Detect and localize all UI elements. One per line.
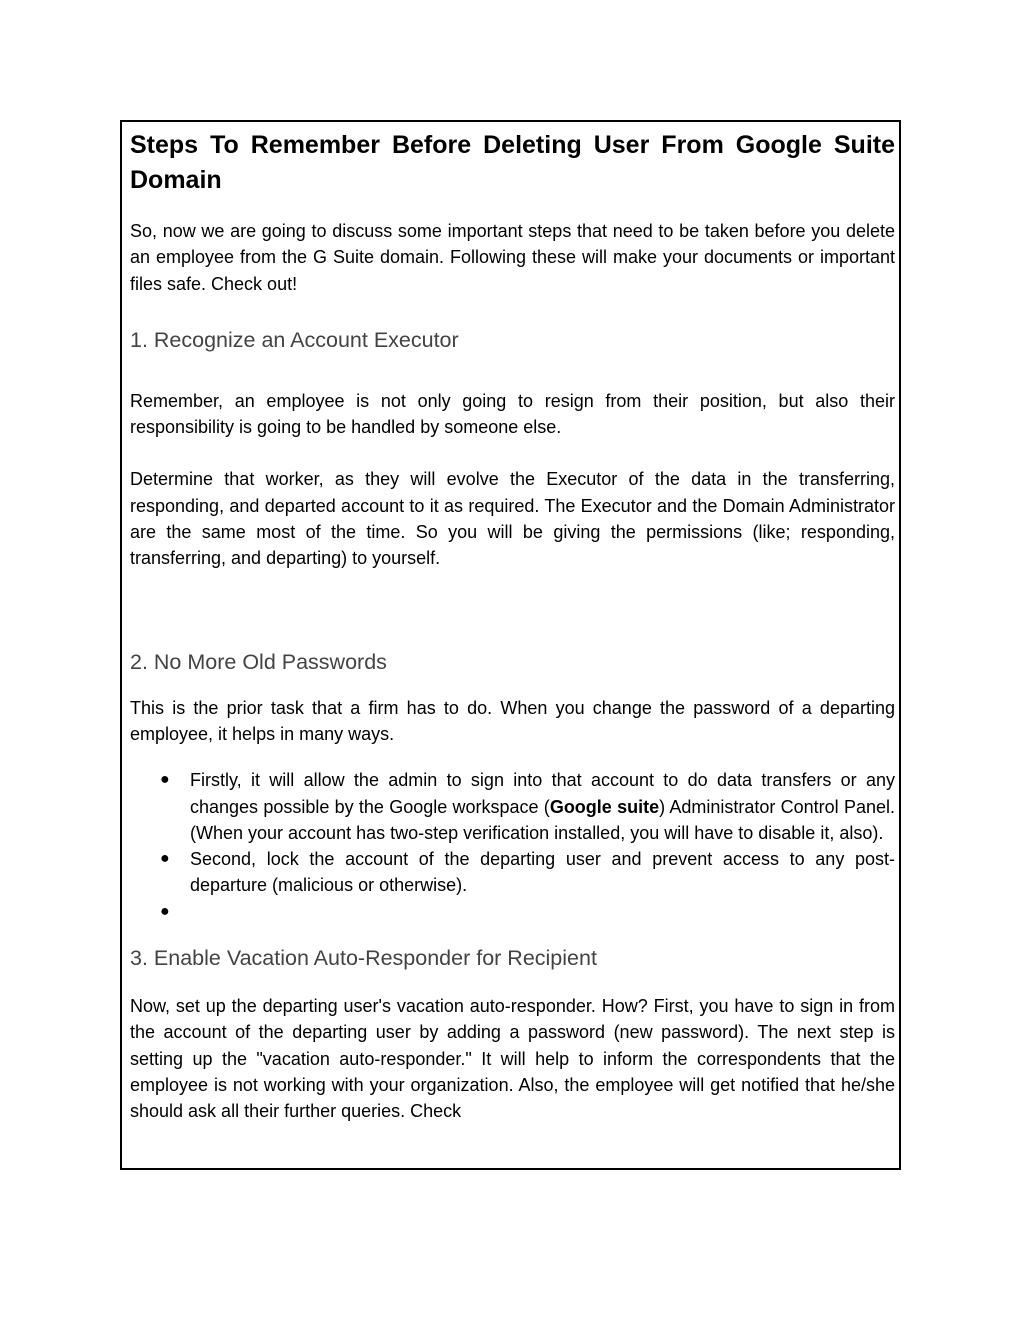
list-item bbox=[130, 767, 895, 846]
section-1-paragraph-2: Determine that worker, as they will evolve the Executor of the data in the transferring, responding, and departed account to it as required. The Executor and the Domain Administrator are the same most of the time. So you will be giving the permissions (like; responding, transferring, and departing) to yourself. bbox=[130, 469, 895, 569]
section-heading-2: 2. No More Old Passwords bbox=[130, 649, 387, 674]
document-page-frame bbox=[120, 120, 901, 1170]
bullet-icon: ● bbox=[160, 902, 170, 920]
bullet-bold-text: Google suite bbox=[549, 796, 660, 817]
bullet-text-before: Firstly, it will allow the admin to sign into that account to do data transfers or any changes possible by the Google workspace ( bbox=[190, 770, 895, 817]
section-2-bullet-list bbox=[130, 767, 895, 925]
bullet-icon: ● bbox=[160, 850, 170, 868]
document-title: Steps To Remember Before Deleting User From Google Suite Domain bbox=[130, 131, 895, 194]
bullet-text-after: ) Administrator Control Panel. (When your account has two-step verification installed, you will have to disable it, also). bbox=[190, 796, 895, 843]
section-1-paragraph-1: Remember, an employee is not only going to resign from their position, but also their responsibility is going to be handled by someone else. bbox=[130, 390, 895, 438]
section-2-paragraph-1: This is the prior task that a firm has to do. When you change the password of a departing employee, it helps in many ways. bbox=[130, 697, 895, 744]
bullet-icon: ● bbox=[160, 771, 170, 789]
list-item bbox=[130, 899, 895, 925]
intro-paragraph: So, now we are going to discuss some important steps that need to be taken before you delete an employee from the G Suite domain. Following these will make your documents or important files safe. Check out! bbox=[130, 221, 895, 294]
bullet-text: Second, lock the account of the departing user and prevent access to any post-departure (malicious or otherwise). bbox=[190, 849, 895, 896]
section-heading-1: 1. Recognize an Account Executor bbox=[130, 327, 459, 352]
document-content bbox=[130, 128, 895, 1125]
section-3-paragraph-1: Now, set up the departing user's vacation auto-responder. How? First, you have to sign in from the account of the departing user by adding a password (new password). The next step is setting up the "vacation auto-responder." It will help to inform the correspondents that the employee is not working with your organization. Also, the employee will get notified that he/she should ask all their further queries. Check bbox=[130, 996, 895, 1122]
section-heading-3: 3. Enable Vacation Auto-Responder for Recipient bbox=[130, 946, 597, 971]
list-item bbox=[130, 846, 895, 899]
